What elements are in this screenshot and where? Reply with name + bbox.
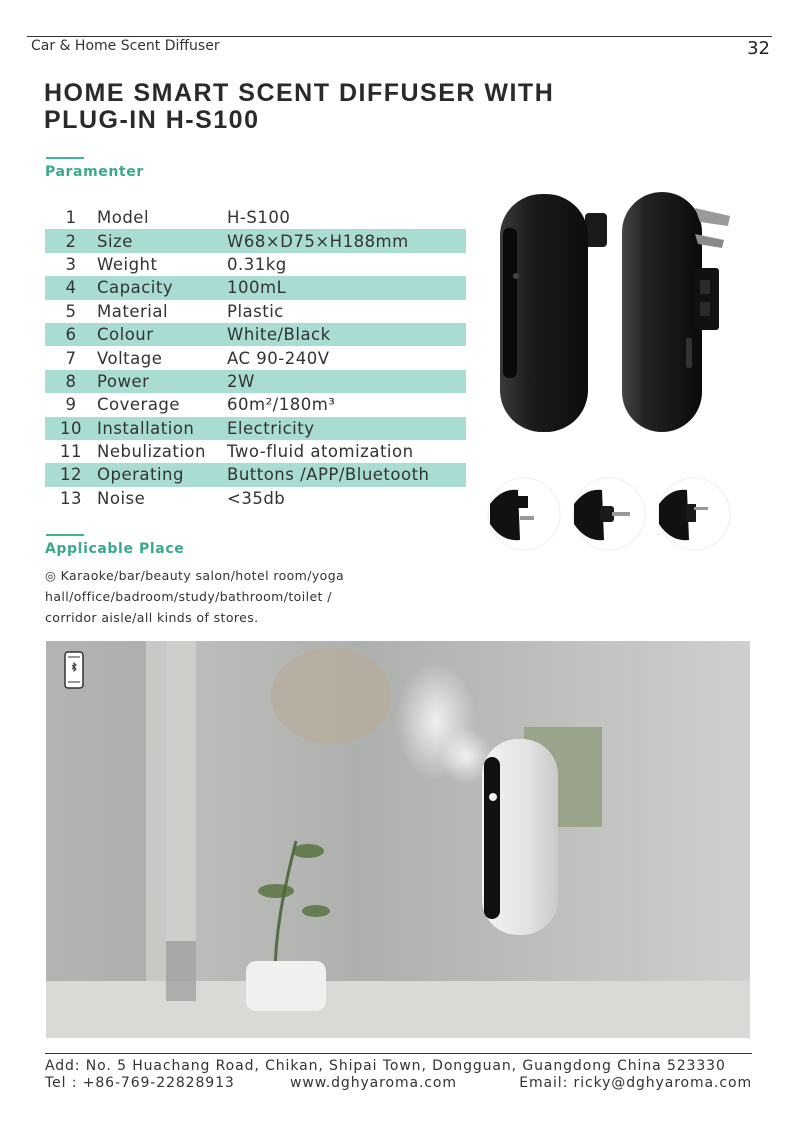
spec-row-label: Voltage bbox=[97, 348, 163, 368]
spec-table bbox=[45, 206, 466, 510]
spec-row-number: 9 bbox=[65, 395, 77, 415]
spec-row-value: AC 90-240V bbox=[227, 348, 330, 368]
spec-row-label: Coverage bbox=[97, 395, 181, 415]
spec-row-number: 3 bbox=[65, 254, 77, 274]
section-accent-bar bbox=[46, 534, 84, 536]
title-line-2: PLUG-IN H-S100 bbox=[44, 106, 260, 134]
spec-row-number: 10 bbox=[60, 418, 82, 438]
spec-row bbox=[45, 229, 466, 252]
spec-row bbox=[45, 300, 466, 323]
spec-row-label: Noise bbox=[97, 488, 146, 508]
eu-plug-icon bbox=[573, 478, 645, 550]
spec-row-label: Weight bbox=[97, 254, 158, 274]
spec-row bbox=[45, 253, 466, 276]
spec-row-value: Electricity bbox=[227, 418, 315, 438]
spec-row-value: Two-fluid atomization bbox=[227, 442, 414, 462]
spec-row-value: 100mL bbox=[227, 278, 287, 298]
spec-row bbox=[45, 206, 466, 229]
spec-row-number: 2 bbox=[65, 231, 77, 251]
footer-address: Add: No. 5 Huachang Road, Chikan, Shipai Town, Dongguan, Guangdong China 523330 bbox=[45, 1058, 726, 1074]
spec-row-value: 0.31kg bbox=[227, 254, 287, 274]
spec-row-number: 11 bbox=[60, 442, 82, 462]
title-line-1: HOME SMART SCENT DIFFUSER WITH bbox=[44, 79, 555, 107]
page-title bbox=[44, 80, 554, 134]
applicable-place-heading: Applicable Place bbox=[45, 541, 185, 557]
spec-row-label: Colour bbox=[97, 325, 154, 345]
spec-row-label: Nebulization bbox=[97, 442, 206, 462]
spec-row-label: Power bbox=[97, 371, 150, 391]
spec-row-value: 60m²/180m³ bbox=[227, 395, 336, 415]
applicable-place-text: ◎ Karaoke/bar/beauty salon/hotel room/yoga hall/office/badroom/study/bathroom/toilet / corridor aisle/all kinds of stores. bbox=[45, 568, 345, 625]
spec-row bbox=[45, 276, 466, 299]
footer-telephone: Tel : +86-769-22828913 bbox=[45, 1075, 235, 1091]
footer-rule bbox=[45, 1053, 752, 1054]
spec-row-label: Model bbox=[97, 208, 150, 228]
spec-row bbox=[45, 393, 466, 416]
bluetooth-phone-icon bbox=[64, 651, 84, 689]
spec-row-value: Buttons /APP/Bluetooth bbox=[227, 465, 430, 485]
spec-row-value: <35db bbox=[227, 488, 286, 508]
spec-row-number: 6 bbox=[65, 325, 77, 345]
section-accent-bar bbox=[46, 157, 84, 159]
spec-row bbox=[45, 487, 466, 510]
spec-row-number: 4 bbox=[65, 278, 77, 298]
spec-row-number: 7 bbox=[65, 348, 77, 368]
spec-row bbox=[45, 440, 466, 463]
spec-row-number: 5 bbox=[65, 301, 77, 321]
diffuser-scene-photo bbox=[46, 641, 750, 1038]
spec-row-label: Capacity bbox=[97, 278, 174, 298]
spec-row-number: 13 bbox=[60, 488, 82, 508]
spec-row-value: W68×D75×H188mm bbox=[227, 231, 409, 251]
header-category: Car & Home Scent Diffuser bbox=[31, 38, 220, 54]
spec-row bbox=[45, 463, 466, 486]
plug-variants-image bbox=[486, 476, 736, 552]
spec-row bbox=[45, 346, 466, 369]
spec-row bbox=[45, 417, 466, 440]
header-rule bbox=[27, 36, 772, 37]
product-views-image bbox=[490, 188, 770, 438]
spec-row bbox=[45, 370, 466, 393]
spec-row-value: H-S100 bbox=[227, 208, 291, 228]
spec-row-label: Operating bbox=[97, 465, 184, 485]
spec-row-number: 8 bbox=[65, 371, 77, 391]
uk-plug-icon bbox=[488, 478, 560, 550]
spec-row-label: Size bbox=[97, 231, 133, 251]
page-number: 32 bbox=[747, 38, 770, 59]
spec-row-value: 2W bbox=[227, 371, 255, 391]
spec-row-label: Material bbox=[97, 301, 169, 321]
spec-row-number: 1 bbox=[65, 208, 77, 228]
spec-row-value: White/Black bbox=[227, 325, 331, 345]
footer-email-link[interactable]: Email: ricky@dghyaroma.com bbox=[519, 1075, 752, 1091]
spec-row-value: Plastic bbox=[227, 301, 284, 321]
us-plug-icon bbox=[658, 478, 730, 550]
spec-row bbox=[45, 323, 466, 346]
spec-row-number: 12 bbox=[60, 465, 82, 485]
parameter-heading: Paramenter bbox=[45, 164, 144, 180]
footer-website-link[interactable]: www.dghyaroma.com bbox=[290, 1075, 457, 1091]
spec-row-label: Installation bbox=[97, 418, 195, 438]
